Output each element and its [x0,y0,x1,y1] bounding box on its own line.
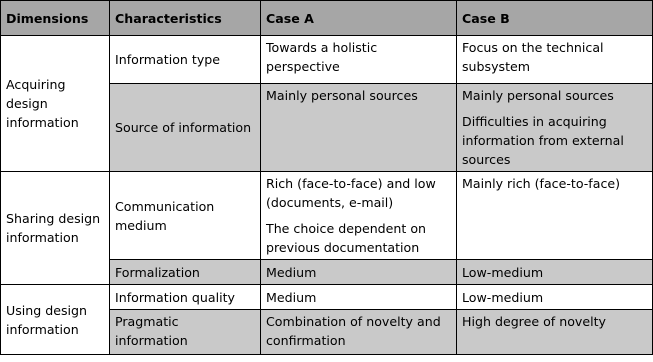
dimension-acquiring: Acquiring design information [1,36,110,172]
table-row [1,36,653,84]
case-a-cell: Rich (face-to-face) and low (documents, e-mail) The choice dependent on previous documentation [261,172,457,260]
characteristic-cell: Information type [110,36,261,84]
characteristic-cell: Source of information [110,84,261,172]
characteristic-cell: Pragmatic information [110,310,261,355]
table-row [1,172,653,260]
characteristic-cell: Information quality [110,285,261,310]
characteristic-cell: Communication medium [110,172,261,260]
case-b-cell: High degree of novelty [457,310,653,355]
case-b-cell: Focus on the technical subsystem [457,36,653,84]
dimension-using: Using design information [1,285,110,355]
case-a-cell: Towards a holistic perspective [261,36,457,84]
header-case-b: Case B [457,1,653,36]
header-row [1,1,653,36]
header-dimensions: Dimensions [1,1,110,36]
case-b-cell: Low-medium [457,260,653,285]
characteristic-cell: Formalization [110,260,261,285]
table-row [1,285,653,310]
header-characteristics: Characteristics [110,1,261,36]
header-case-a: Case A [261,1,457,36]
case-a-cell: Combination of novelty and confirmation [261,310,457,355]
case-b-cell: Mainly personal sources Difficulties in acquiring information from external sources [457,84,653,172]
case-a-cell: Medium [261,285,457,310]
dimension-sharing: Sharing design information [1,172,110,285]
case-b-cell: Mainly rich (face-to-face) [457,172,653,260]
case-b-cell: Low-medium [457,285,653,310]
case-a-cell: Mainly personal sources [261,84,457,172]
case-a-cell: Medium [261,260,457,285]
